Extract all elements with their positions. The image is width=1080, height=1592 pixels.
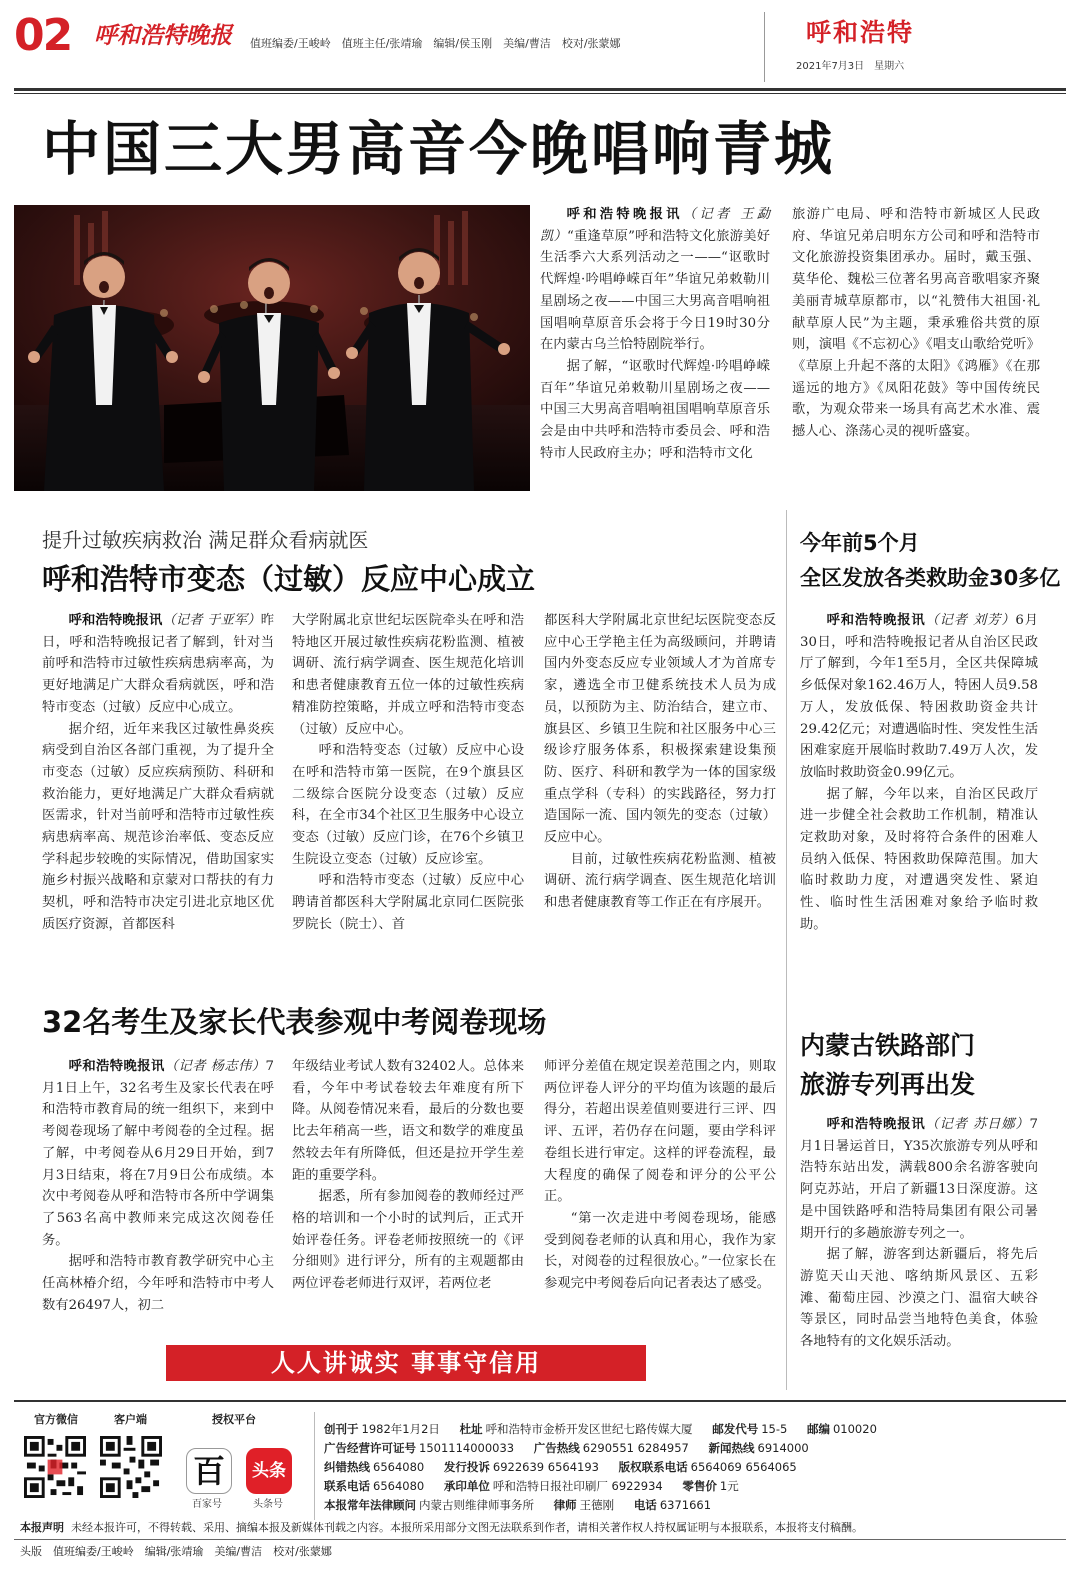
article2-paragraph: 目前，过敏性疾病花粉监测、植被调研、流行病学调查、医生规范化培训和患者健康教育等工作正在有序展开。: [544, 851, 776, 911]
publication-info: [324, 1420, 1064, 1515]
article2-title: 呼和浩特市变态（过敏）反应中心成立: [42, 562, 536, 596]
info-value: 010020: [832, 1422, 877, 1436]
article3-paragraph: 据悉，所有参加阅卷的教师经过严格的培训和一个小时的试判后，正式开始评卷任务。评卷老师按照统一的《评分细则》进行评分，所有的主观题都由两位评卷老师进行双评，若两位老: [292, 1189, 524, 1292]
article3-title: 32名考生及家长代表参观中考阅卷现场: [42, 1005, 547, 1039]
side1-text: 6月30日，呼和浩特晚报记者从自治区民政厅了解到，今年1至5月，全区共保障城乡低保对象162.46万人，特困人员9.58万人，发放低保、特困救助资金共计29.42亿元；对遭遇临时性、突发性生活困难家庭开展临时救助7.49万人次，发放临时救助资金0.99亿元。: [800, 613, 1038, 780]
bottom-rule: [14, 1400, 1066, 1402]
info-key: 广告经营许可证号: [324, 1441, 416, 1455]
article2-column1: [42, 610, 274, 936]
article2-paragraph: 大学附属北京世纪坛医院牵头在呼和浩特地区开展过敏性疾病花粉监测、植被调研、流行病学调查、医生规范化培训和患者健康教育五位一体的过敏性疾病精准防控策略，并成立呼和浩特市变态（过敏）反应中心。: [292, 613, 524, 737]
client-label: 客户端: [114, 1413, 147, 1426]
info-key: 邮发代号: [712, 1422, 759, 1436]
info-key: 纠错热线: [324, 1460, 370, 1474]
info-value: 内蒙古则维律师事务所: [419, 1498, 534, 1512]
header-staff: 值班编委/王峻岭 值班主任/张靖瑜 编辑/侯玉刚 美编/曹洁 校对/张蒙娜: [250, 37, 621, 50]
wechat-label: 官方微信: [34, 1413, 78, 1426]
side2-title-line2: 旅游专列再出发: [800, 1070, 976, 1099]
info-value: 6371661: [659, 1498, 712, 1512]
info-key: 版权联系电话: [618, 1460, 688, 1474]
side1-title-line2: 全区发放各类救助金30多亿: [800, 566, 1061, 590]
platform-label: 授权平台: [212, 1413, 256, 1426]
wechat-qr-code[interactable]: [24, 1436, 86, 1502]
article2-byline: 呼和浩特晚报讯: [68, 613, 163, 628]
info-key: 零售价: [682, 1479, 717, 1493]
article3-paragraph: 师评分差值在规定误差范围之内，则取两位评卷人评分的平均值为该题的最后得分，若超出误差值则要进行三评、四评、五评，若仍存在问题，要由学科评卷组长进行审定。这样的评卷流程，最大程度的确保了阅卷和评分的公平公正。: [544, 1059, 776, 1205]
toutiao-label: 头条号: [253, 1499, 283, 1510]
article2-paragraph: 呼和浩特变态（过敏）反应中心设在呼和浩特市第一医院，在9个旗县区二级综合医院分设变态（过敏）反应科，在全市34个社区卫生服务中心设立变态（过敏）反应门诊，在76个乡镇卫生院设立变态（过敏）反应诊室。: [292, 743, 524, 867]
article2-column2: [292, 610, 524, 936]
article2-text: 昨日，呼和浩特晚报记者了解到，针对当前呼和浩特市过敏性疾病患病率高，为更好地满足广大群众看病就医，呼和浩特市变态（过敏）反应中心成立。: [42, 613, 275, 715]
info-value: 1元: [719, 1479, 739, 1493]
info-value: 6564080: [373, 1479, 425, 1493]
side1-byline: 呼和浩特晚报讯: [826, 613, 926, 628]
info-key: 电话: [633, 1498, 657, 1512]
baijiahao-app-icon[interactable]: 百: [186, 1448, 232, 1494]
article1-paragraph: 据了解，“讴歌时代辉煌·吟唱峥嵘百年”华谊兄弟敕勒川星剧场之夜——中国三大男高音唱响祖国唱响草原音乐会是由中共呼和浩特市委员会、呼和浩特市人民政府主办；呼和浩特市文化: [540, 358, 770, 461]
side1-title-line1: 今年前5个月: [800, 531, 920, 555]
info-value: 15-5: [761, 1422, 788, 1436]
header-rule-thin: [14, 93, 1066, 94]
info-value: 呼和浩特日报社印刷厂 6922934: [492, 1479, 663, 1493]
column-divider: [786, 510, 787, 1390]
article2-column3: [544, 610, 776, 914]
article1-text: “重逢草原”呼和浩特文化旅游美好生活季六大系列活动之一——“讴歌时代辉煌·吟唱峥嵘百年”华谊兄弟敕勒川星剧场之夜——中国三大男高音唱响祖国唱响草原音乐会将于今日19时30分在内蒙古乌兰恰特剧院举行。: [540, 228, 770, 353]
side1-reporter: （记者 刘芳）: [925, 613, 1016, 628]
footer-staff: 头版 值班编委/王峻岭 编辑/张靖瑜 美编/曹洁 校对/张蒙娜: [20, 1545, 332, 1558]
info-value: 呼和浩特市金桥开发区世纪七路传媒大厦: [485, 1422, 693, 1436]
header-rule: [14, 88, 1066, 91]
side1-body: [800, 610, 1038, 936]
baijiahao-label: 百家号: [192, 1499, 222, 1510]
info-value: 6564080: [373, 1460, 425, 1474]
article2-kicker: 提升过敏疾病救治 满足群众看病就医: [42, 528, 369, 552]
article3-text: 7月1日上午，32名考生及家长代表在呼和浩特市教育局的统一组织下，来到中考阅卷现场了解中考阅卷的全过程。据了解，中考阅卷从6月29日开始，到7月3日结束，将在7月9日公布成绩。本次中考阅卷从呼和浩特市各所中学调集了563名高中教师来完成这次阅卷任务。: [42, 1059, 274, 1248]
copyright-declaration: [20, 1521, 1060, 1535]
info-value: 6922639 6564193: [492, 1460, 599, 1474]
info-key: 本报常年法律顾问: [324, 1498, 416, 1512]
side2-reporter: （记者 苏日娜）: [925, 1117, 1030, 1132]
footer-rule: [14, 1539, 1066, 1540]
article2-reporter: （记者 于亚军）: [162, 613, 261, 628]
client-qr-code[interactable]: [100, 1436, 162, 1502]
article3-paragraph: 年级结业考试人数有32402人。总体来看，今年中考试卷较去年难度有所下降。从阅卷情况来看，最后的分数也要比去年稍高一些，语文和数学的难度虽然较去年有所降低，但还是拉开学生差距的重要学科。: [292, 1059, 524, 1183]
article1-byline: 呼和浩特晚报讯: [566, 207, 683, 222]
info-value: 6564069 6564065: [690, 1460, 797, 1474]
article3-paragraph: [42, 1056, 274, 1251]
article2-paragraph: 呼和浩特市变态（过敏）反应中心聘请首都医科大学附属北京同仁医院张罗院长（院士）、首: [292, 873, 524, 932]
info-row: [324, 1458, 1064, 1477]
info-row: [324, 1496, 1064, 1515]
tenors-photo: [14, 205, 530, 491]
side2-byline: 呼和浩特晚报讯: [826, 1117, 926, 1132]
info-value: 1982年1月2日: [361, 1422, 440, 1436]
article2-paragraph: 据介绍，近年来我区过敏性鼻炎疾病受到自治区各部门重视，为了提升全市变态（过敏）反应疾病预防、科研和救治能力，更好地满足广大群众看病就医需求，针对当前呼和浩特市过敏性疾病患病率高、规范诊治率低、变态反应学科起步较晚的实际情况，借助国家实施乡村振兴战略和京蒙对口帮扶的有力契机，呼和浩特市决定引进北京地区优质医疗资源，首都医科: [42, 721, 274, 932]
side1-paragraph: 据了解，今年以来，自治区民政厅进一步健全社会救助工作机制，精准认定救助对象，及时将符合条件的困难人员纳入低保、特困救助保障范围。加大临时救助力度，对遭遇突发性、紧迫性、临时性生活困难对象给予临时救助。: [800, 786, 1038, 932]
info-key: 发行投诉: [443, 1460, 490, 1474]
article1-column2: [792, 204, 1040, 443]
article1-column1: [540, 204, 770, 464]
info-key: 联系电话: [324, 1479, 370, 1493]
article3-paragraph: “第一次走进中考阅卷现场，能感受到阅卷老师的认真和用心，我作为家长，对阅卷的过程很放心。”一位家长在参观完中考阅卷后向记者表达了感受。: [544, 1210, 776, 1292]
info-row: [324, 1477, 1064, 1496]
info-divider: [314, 1412, 315, 1520]
article1-paragraph: [540, 204, 770, 356]
slogan-banner: 人人讲诚实 事事守信用: [166, 1345, 646, 1381]
newspaper-logo: 呼和浩特晚报: [94, 22, 232, 49]
main-headline: 中国三大男高音今晚唱响青城: [42, 115, 836, 183]
article3-column3: [544, 1056, 776, 1295]
side2-title-line1: 内蒙古铁路部门: [800, 1031, 976, 1060]
side2-body: [800, 1114, 1038, 1353]
issue-date: 2021年7月3日 星期六: [796, 61, 905, 72]
declaration-text: 未经本报许可，不得转载、采用、摘编本报及新媒体刊载之内容。本报所采用部分文图无法联系到作者，请相关著作权人持权属证明与本报联系，本报将支付稿酬。: [71, 1521, 863, 1534]
info-key: 创刊于: [324, 1422, 359, 1436]
info-key: 新闻热线: [708, 1441, 755, 1455]
info-row: [324, 1420, 1064, 1439]
header-divider: [764, 12, 765, 82]
toutiao-app-icon[interactable]: 头条: [246, 1448, 292, 1494]
info-value: 1501114000033: [419, 1441, 515, 1455]
info-value: 王德刚: [579, 1498, 615, 1512]
article2-paragraph: 都医科大学附属北京世纪坛医院变态反应中心王学艳主任为高级顾问，并聘请国内外变态反应专业领域人才为首席专家，遴选全市卫健系统技术人员为成员，以预防为主、防治结合，建立市、旗县区、乡镇卫生院和社区服务中心三级诊疗服务体系，积极探索建设集预防、医疗、科研和教学为一体的国家级重点学科（专科）的实践路径，努力打造国际一流、国内领先的变态（过敏）反应中心。: [544, 613, 776, 846]
side2-text: 7月1日暑运首日，Y35次旅游专列从呼和浩特东站出发，满载800余名游客驶向阿克苏站，开启了新疆13日深度游。这是中国铁路呼和浩特局集团有限公司暑期开行的多趟旅游专列之一。: [800, 1117, 1038, 1241]
article3-column2: [292, 1056, 524, 1295]
side2-paragraph: [800, 1114, 1038, 1244]
article3-byline: 呼和浩特晚报讯: [68, 1059, 165, 1074]
article3-paragraph: 据呼和浩特市教育教学研究中心主任高林椿介绍，今年呼和浩特市中考人数有26497人，初二: [42, 1254, 274, 1313]
info-key: 承印单位: [443, 1479, 490, 1493]
declaration-label: 本报声明: [20, 1521, 64, 1534]
article2-paragraph: [42, 610, 274, 719]
article3-column1: [42, 1056, 274, 1316]
info-key: 邮编: [806, 1422, 830, 1436]
side2-paragraph: 据了解，游客到达新疆后，将先后游览天山天池、喀纳斯风景区、五彩滩、葡萄庄园、沙漠之门、温宿大峡谷等景区，同时品尝当地特色美食，体验各地特有的文化娱乐活动。: [800, 1247, 1038, 1350]
article3-reporter: （记者 杨志伟）: [164, 1059, 266, 1074]
info-key: 广告热线: [533, 1441, 580, 1455]
info-key: 杜址: [459, 1422, 483, 1436]
article1-reporter: （记者 王勐凯）: [540, 207, 770, 244]
side1-paragraph: [800, 610, 1038, 784]
info-key: 律师: [553, 1498, 577, 1512]
article1-paragraph: 旅游广电局、呼和浩特市新城区人民政府、华谊兄弟启明东方公司和呼和浩特市文化旅游投资集团承办。届时，戴玉强、莫华伦、魏松三位著名男高音歌唱家齐聚美丽青城草原都市，以“礼赞伟大祖国·礼献草原人民”为主题，秉承雅俗共赏的原则，演唱《不忘初心》《唱支山歌给党听》《草原上升起不落的太阳》《鸿雁》《在那遥远的地方》《凤阳花鼓》等中国传统民歌，为观众带来一场具有高艺术水准、震撼人心、涤荡心灵的视听盛宴。: [792, 207, 1040, 440]
info-row: [324, 1439, 1064, 1458]
info-value: 6290551 6284957: [582, 1441, 689, 1455]
page-number: 02: [14, 10, 72, 61]
info-value: 6914000: [757, 1441, 809, 1455]
section-name: 呼和浩特: [806, 18, 915, 47]
